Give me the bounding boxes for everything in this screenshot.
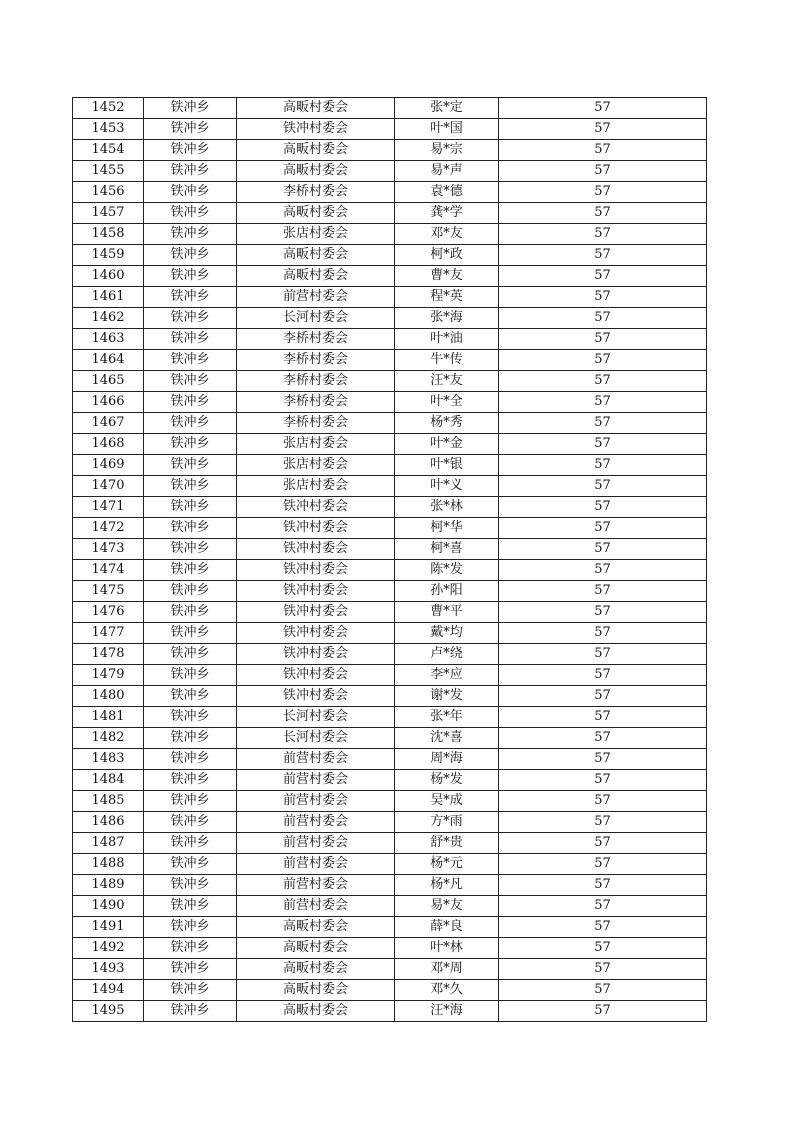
table-row bbox=[73, 770, 707, 791]
amount-cell: 57 bbox=[499, 329, 707, 350]
village-committee-cell: 前营村委会 bbox=[237, 812, 395, 833]
table-row bbox=[73, 560, 707, 581]
table-row bbox=[73, 476, 707, 497]
serial-number-cell: 1478 bbox=[73, 644, 144, 665]
amount-cell: 57 bbox=[499, 581, 707, 602]
village-committee-cell: 前营村委会 bbox=[237, 896, 395, 917]
village-committee-cell: 长河村委会 bbox=[237, 308, 395, 329]
village-committee-cell: 铁冲村委会 bbox=[237, 581, 395, 602]
village-committee-cell: 铁冲村委会 bbox=[237, 560, 395, 581]
serial-number-cell: 1453 bbox=[73, 119, 144, 140]
amount-cell: 57 bbox=[499, 266, 707, 287]
amount-cell: 57 bbox=[499, 791, 707, 812]
village-committee-cell: 李桥村委会 bbox=[237, 371, 395, 392]
township-cell: 铁冲乡 bbox=[144, 497, 237, 518]
serial-number-cell: 1454 bbox=[73, 140, 144, 161]
serial-number-cell: 1475 bbox=[73, 581, 144, 602]
person-name-cell: 吴*成 bbox=[395, 791, 499, 812]
village-committee-cell: 铁冲村委会 bbox=[237, 497, 395, 518]
table-row bbox=[73, 455, 707, 476]
amount-cell: 57 bbox=[499, 350, 707, 371]
amount-cell: 57 bbox=[499, 728, 707, 749]
township-cell: 铁冲乡 bbox=[144, 392, 237, 413]
township-cell: 铁冲乡 bbox=[144, 161, 237, 182]
person-name-cell: 陈*发 bbox=[395, 560, 499, 581]
township-cell: 铁冲乡 bbox=[144, 371, 237, 392]
serial-number-cell: 1487 bbox=[73, 833, 144, 854]
village-committee-cell: 李桥村委会 bbox=[237, 350, 395, 371]
serial-number-cell: 1483 bbox=[73, 749, 144, 770]
township-cell: 铁冲乡 bbox=[144, 182, 237, 203]
serial-number-cell: 1452 bbox=[73, 98, 144, 119]
serial-number-cell: 1491 bbox=[73, 917, 144, 938]
serial-number-cell: 1486 bbox=[73, 812, 144, 833]
amount-cell: 57 bbox=[499, 182, 707, 203]
village-committee-cell: 铁冲村委会 bbox=[237, 665, 395, 686]
serial-number-cell: 1465 bbox=[73, 371, 144, 392]
person-name-cell: 叶*林 bbox=[395, 938, 499, 959]
table-row bbox=[73, 350, 707, 371]
village-committee-cell: 铁冲村委会 bbox=[237, 644, 395, 665]
village-committee-cell: 铁冲村委会 bbox=[237, 518, 395, 539]
township-cell: 铁冲乡 bbox=[144, 791, 237, 812]
amount-cell: 57 bbox=[499, 203, 707, 224]
serial-number-cell: 1461 bbox=[73, 287, 144, 308]
amount-cell: 57 bbox=[499, 749, 707, 770]
township-cell: 铁冲乡 bbox=[144, 623, 237, 644]
person-name-cell: 易*宗 bbox=[395, 140, 499, 161]
serial-number-cell: 1457 bbox=[73, 203, 144, 224]
person-name-cell: 张*定 bbox=[395, 98, 499, 119]
serial-number-cell: 1493 bbox=[73, 959, 144, 980]
person-name-cell: 张*林 bbox=[395, 497, 499, 518]
serial-number-cell: 1458 bbox=[73, 224, 144, 245]
serial-number-cell: 1492 bbox=[73, 938, 144, 959]
amount-cell: 57 bbox=[499, 707, 707, 728]
serial-number-cell: 1495 bbox=[73, 1001, 144, 1022]
township-cell: 铁冲乡 bbox=[144, 728, 237, 749]
township-cell: 铁冲乡 bbox=[144, 245, 237, 266]
township-cell: 铁冲乡 bbox=[144, 455, 237, 476]
table-row bbox=[73, 833, 707, 854]
village-committee-cell: 铁冲村委会 bbox=[237, 539, 395, 560]
person-name-cell: 薛*良 bbox=[395, 917, 499, 938]
table-row bbox=[73, 623, 707, 644]
serial-number-cell: 1469 bbox=[73, 455, 144, 476]
village-committee-cell: 高畈村委会 bbox=[237, 245, 395, 266]
table-row bbox=[73, 140, 707, 161]
township-cell: 铁冲乡 bbox=[144, 224, 237, 245]
village-committee-cell: 李桥村委会 bbox=[237, 392, 395, 413]
table-row bbox=[73, 266, 707, 287]
amount-cell: 57 bbox=[499, 287, 707, 308]
person-name-cell: 易*声 bbox=[395, 161, 499, 182]
township-cell: 铁冲乡 bbox=[144, 980, 237, 1001]
serial-number-cell: 1459 bbox=[73, 245, 144, 266]
table-row bbox=[73, 287, 707, 308]
village-committee-cell: 高畈村委会 bbox=[237, 161, 395, 182]
village-committee-cell: 铁冲村委会 bbox=[237, 686, 395, 707]
table-row bbox=[73, 182, 707, 203]
serial-number-cell: 1480 bbox=[73, 686, 144, 707]
table-row bbox=[73, 812, 707, 833]
person-name-cell: 叶*银 bbox=[395, 455, 499, 476]
table-row bbox=[73, 938, 707, 959]
village-committee-cell: 高畈村委会 bbox=[237, 98, 395, 119]
serial-number-cell: 1463 bbox=[73, 329, 144, 350]
table-row bbox=[73, 854, 707, 875]
township-cell: 铁冲乡 bbox=[144, 644, 237, 665]
amount-cell: 57 bbox=[499, 392, 707, 413]
table-row bbox=[73, 497, 707, 518]
amount-cell: 57 bbox=[499, 602, 707, 623]
serial-number-cell: 1479 bbox=[73, 665, 144, 686]
serial-number-cell: 1455 bbox=[73, 161, 144, 182]
person-name-cell: 杨*元 bbox=[395, 854, 499, 875]
village-committee-cell: 张店村委会 bbox=[237, 476, 395, 497]
person-name-cell: 卢*绕 bbox=[395, 644, 499, 665]
township-cell: 铁冲乡 bbox=[144, 329, 237, 350]
serial-number-cell: 1474 bbox=[73, 560, 144, 581]
village-committee-cell: 高畈村委会 bbox=[237, 959, 395, 980]
person-name-cell: 沈*喜 bbox=[395, 728, 499, 749]
table-row bbox=[73, 518, 707, 539]
township-cell: 铁冲乡 bbox=[144, 119, 237, 140]
township-cell: 铁冲乡 bbox=[144, 686, 237, 707]
village-committee-cell: 前营村委会 bbox=[237, 833, 395, 854]
person-name-cell: 龚*学 bbox=[395, 203, 499, 224]
person-name-cell: 叶*全 bbox=[395, 392, 499, 413]
township-cell: 铁冲乡 bbox=[144, 707, 237, 728]
amount-cell: 57 bbox=[499, 665, 707, 686]
serial-number-cell: 1477 bbox=[73, 623, 144, 644]
person-name-cell: 杨*发 bbox=[395, 770, 499, 791]
amount-cell: 57 bbox=[499, 413, 707, 434]
village-committee-cell: 铁冲村委会 bbox=[237, 623, 395, 644]
serial-number-cell: 1462 bbox=[73, 308, 144, 329]
person-name-cell: 叶*金 bbox=[395, 434, 499, 455]
township-cell: 铁冲乡 bbox=[144, 875, 237, 896]
table-row bbox=[73, 644, 707, 665]
table-row bbox=[73, 371, 707, 392]
township-cell: 铁冲乡 bbox=[144, 476, 237, 497]
amount-cell: 57 bbox=[499, 119, 707, 140]
amount-cell: 57 bbox=[499, 518, 707, 539]
amount-cell: 57 bbox=[499, 896, 707, 917]
amount-cell: 57 bbox=[499, 308, 707, 329]
table-row bbox=[73, 980, 707, 1001]
serial-number-cell: 1485 bbox=[73, 791, 144, 812]
person-name-cell: 杨*凡 bbox=[395, 875, 499, 896]
village-committee-cell: 前营村委会 bbox=[237, 875, 395, 896]
serial-number-cell: 1472 bbox=[73, 518, 144, 539]
township-cell: 铁冲乡 bbox=[144, 896, 237, 917]
person-name-cell: 叶*义 bbox=[395, 476, 499, 497]
amount-cell: 57 bbox=[499, 539, 707, 560]
village-committee-cell: 前营村委会 bbox=[237, 791, 395, 812]
person-name-cell: 曹*友 bbox=[395, 266, 499, 287]
township-cell: 铁冲乡 bbox=[144, 140, 237, 161]
township-cell: 铁冲乡 bbox=[144, 602, 237, 623]
table-row bbox=[73, 581, 707, 602]
serial-number-cell: 1470 bbox=[73, 476, 144, 497]
village-committee-cell: 高畈村委会 bbox=[237, 917, 395, 938]
amount-cell: 57 bbox=[499, 917, 707, 938]
serial-number-cell: 1467 bbox=[73, 413, 144, 434]
amount-cell: 57 bbox=[499, 1001, 707, 1022]
village-committee-cell: 铁冲村委会 bbox=[237, 602, 395, 623]
village-committee-cell: 高畈村委会 bbox=[237, 938, 395, 959]
amount-cell: 57 bbox=[499, 854, 707, 875]
township-cell: 铁冲乡 bbox=[144, 413, 237, 434]
serial-number-cell: 1466 bbox=[73, 392, 144, 413]
village-committee-cell: 张店村委会 bbox=[237, 434, 395, 455]
person-name-cell: 孙*阳 bbox=[395, 581, 499, 602]
village-committee-cell: 李桥村委会 bbox=[237, 413, 395, 434]
person-name-cell: 周*海 bbox=[395, 749, 499, 770]
person-name-cell: 张*年 bbox=[395, 707, 499, 728]
table-row bbox=[73, 329, 707, 350]
serial-number-cell: 1484 bbox=[73, 770, 144, 791]
amount-cell: 57 bbox=[499, 938, 707, 959]
person-name-cell: 方*雨 bbox=[395, 812, 499, 833]
table-row bbox=[73, 119, 707, 140]
village-committee-cell: 铁冲村委会 bbox=[237, 119, 395, 140]
township-cell: 铁冲乡 bbox=[144, 938, 237, 959]
amount-cell: 57 bbox=[499, 224, 707, 245]
table-row bbox=[73, 98, 707, 119]
person-name-cell: 杨*秀 bbox=[395, 413, 499, 434]
township-cell: 铁冲乡 bbox=[144, 1001, 237, 1022]
serial-number-cell: 1489 bbox=[73, 875, 144, 896]
village-committee-cell: 前营村委会 bbox=[237, 287, 395, 308]
amount-cell: 57 bbox=[499, 140, 707, 161]
table-row bbox=[73, 413, 707, 434]
township-cell: 铁冲乡 bbox=[144, 581, 237, 602]
table-row bbox=[73, 434, 707, 455]
table-row bbox=[73, 224, 707, 245]
township-cell: 铁冲乡 bbox=[144, 434, 237, 455]
amount-cell: 57 bbox=[499, 455, 707, 476]
village-committee-cell: 高畈村委会 bbox=[237, 266, 395, 287]
village-committee-cell: 高畈村委会 bbox=[237, 1001, 395, 1022]
village-committee-cell: 长河村委会 bbox=[237, 707, 395, 728]
serial-number-cell: 1482 bbox=[73, 728, 144, 749]
township-cell: 铁冲乡 bbox=[144, 833, 237, 854]
person-name-cell: 牛*传 bbox=[395, 350, 499, 371]
amount-cell: 57 bbox=[499, 371, 707, 392]
township-cell: 铁冲乡 bbox=[144, 98, 237, 119]
serial-number-cell: 1464 bbox=[73, 350, 144, 371]
amount-cell: 57 bbox=[499, 833, 707, 854]
township-cell: 铁冲乡 bbox=[144, 854, 237, 875]
amount-cell: 57 bbox=[499, 560, 707, 581]
person-name-cell: 谢*发 bbox=[395, 686, 499, 707]
serial-number-cell: 1456 bbox=[73, 182, 144, 203]
table-row bbox=[73, 245, 707, 266]
table-row bbox=[73, 1001, 707, 1022]
township-cell: 铁冲乡 bbox=[144, 770, 237, 791]
person-name-cell: 易*友 bbox=[395, 896, 499, 917]
table-row bbox=[73, 539, 707, 560]
roster-table-body bbox=[73, 98, 707, 1022]
person-name-cell: 柯*政 bbox=[395, 245, 499, 266]
serial-number-cell: 1468 bbox=[73, 434, 144, 455]
table-row bbox=[73, 665, 707, 686]
township-cell: 铁冲乡 bbox=[144, 350, 237, 371]
township-cell: 铁冲乡 bbox=[144, 749, 237, 770]
amount-cell: 57 bbox=[499, 623, 707, 644]
roster-table bbox=[72, 97, 707, 1022]
serial-number-cell: 1494 bbox=[73, 980, 144, 1001]
table-row bbox=[73, 917, 707, 938]
table-row bbox=[73, 203, 707, 224]
township-cell: 铁冲乡 bbox=[144, 812, 237, 833]
amount-cell: 57 bbox=[499, 434, 707, 455]
amount-cell: 57 bbox=[499, 245, 707, 266]
amount-cell: 57 bbox=[499, 875, 707, 896]
table-row bbox=[73, 308, 707, 329]
person-name-cell: 戴*均 bbox=[395, 623, 499, 644]
amount-cell: 57 bbox=[499, 161, 707, 182]
village-committee-cell: 张店村委会 bbox=[237, 224, 395, 245]
amount-cell: 57 bbox=[499, 770, 707, 791]
amount-cell: 57 bbox=[499, 476, 707, 497]
township-cell: 铁冲乡 bbox=[144, 308, 237, 329]
township-cell: 铁冲乡 bbox=[144, 203, 237, 224]
village-committee-cell: 张店村委会 bbox=[237, 455, 395, 476]
serial-number-cell: 1473 bbox=[73, 539, 144, 560]
person-name-cell: 程*英 bbox=[395, 287, 499, 308]
township-cell: 铁冲乡 bbox=[144, 665, 237, 686]
person-name-cell: 汪*友 bbox=[395, 371, 499, 392]
amount-cell: 57 bbox=[499, 959, 707, 980]
table-row bbox=[73, 959, 707, 980]
table-row bbox=[73, 161, 707, 182]
person-name-cell: 柯*喜 bbox=[395, 539, 499, 560]
table-row bbox=[73, 728, 707, 749]
person-name-cell: 汪*海 bbox=[395, 1001, 499, 1022]
person-name-cell: 舒*贵 bbox=[395, 833, 499, 854]
village-committee-cell: 高畈村委会 bbox=[237, 980, 395, 1001]
person-name-cell: 叶*国 bbox=[395, 119, 499, 140]
amount-cell: 57 bbox=[499, 980, 707, 1001]
table-row bbox=[73, 896, 707, 917]
township-cell: 铁冲乡 bbox=[144, 959, 237, 980]
table-row bbox=[73, 602, 707, 623]
serial-number-cell: 1490 bbox=[73, 896, 144, 917]
village-committee-cell: 高畈村委会 bbox=[237, 140, 395, 161]
village-committee-cell: 高畈村委会 bbox=[237, 203, 395, 224]
serial-number-cell: 1481 bbox=[73, 707, 144, 728]
township-cell: 铁冲乡 bbox=[144, 518, 237, 539]
table-row bbox=[73, 875, 707, 896]
person-name-cell: 邓*周 bbox=[395, 959, 499, 980]
person-name-cell: 邓*友 bbox=[395, 224, 499, 245]
table-row bbox=[73, 686, 707, 707]
serial-number-cell: 1471 bbox=[73, 497, 144, 518]
township-cell: 铁冲乡 bbox=[144, 266, 237, 287]
table-row bbox=[73, 707, 707, 728]
village-committee-cell: 李桥村委会 bbox=[237, 182, 395, 203]
village-committee-cell: 前营村委会 bbox=[237, 749, 395, 770]
amount-cell: 57 bbox=[499, 812, 707, 833]
serial-number-cell: 1476 bbox=[73, 602, 144, 623]
person-name-cell: 袁*德 bbox=[395, 182, 499, 203]
person-name-cell: 柯*华 bbox=[395, 518, 499, 539]
table-row bbox=[73, 749, 707, 770]
village-committee-cell: 李桥村委会 bbox=[237, 329, 395, 350]
amount-cell: 57 bbox=[499, 644, 707, 665]
village-committee-cell: 前营村委会 bbox=[237, 770, 395, 791]
township-cell: 铁冲乡 bbox=[144, 539, 237, 560]
person-name-cell: 邓*久 bbox=[395, 980, 499, 1001]
person-name-cell: 张*海 bbox=[395, 308, 499, 329]
amount-cell: 57 bbox=[499, 497, 707, 518]
amount-cell: 57 bbox=[499, 686, 707, 707]
amount-cell: 57 bbox=[499, 98, 707, 119]
township-cell: 铁冲乡 bbox=[144, 917, 237, 938]
table-row bbox=[73, 791, 707, 812]
village-committee-cell: 前营村委会 bbox=[237, 854, 395, 875]
township-cell: 铁冲乡 bbox=[144, 560, 237, 581]
village-committee-cell: 长河村委会 bbox=[237, 728, 395, 749]
table-row bbox=[73, 392, 707, 413]
serial-number-cell: 1460 bbox=[73, 266, 144, 287]
serial-number-cell: 1488 bbox=[73, 854, 144, 875]
person-name-cell: 李*应 bbox=[395, 665, 499, 686]
township-cell: 铁冲乡 bbox=[144, 287, 237, 308]
person-name-cell: 叶*油 bbox=[395, 329, 499, 350]
person-name-cell: 曹*平 bbox=[395, 602, 499, 623]
